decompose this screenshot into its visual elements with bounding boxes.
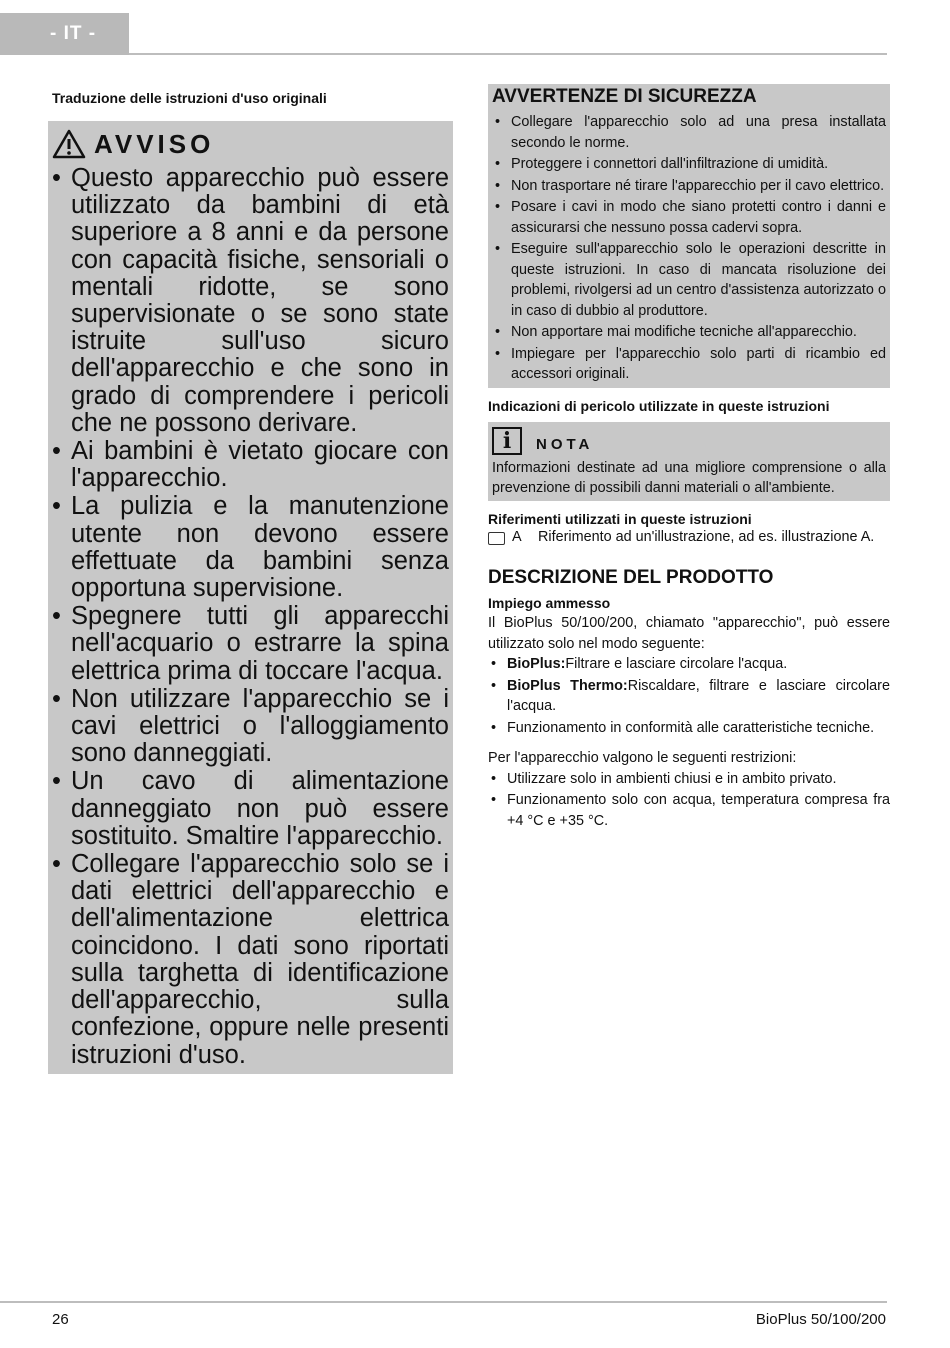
warning-item: • Ai bambini è vietato giocare con l'apparecchio. xyxy=(52,438,449,492)
hazard-heading: Indicazioni di pericolo utilizzate in queste istruzioni xyxy=(488,397,830,414)
note-box xyxy=(488,422,890,501)
warning-item: • Questo apparecchio può essere utilizzato da bambini di età superiore a 8 anni e da persone con capacità fisiche, sensoriali o mentali ridotte, se sono supervisionate o se sono state istruite sull'uso sicuro dell'apparecchio e che sono in grado di comprendere i pericoli che ne possono derivare. xyxy=(52,165,449,437)
use-item-text: Filtrare e lasciare circolare l'acqua. xyxy=(565,656,788,672)
reference-text: Riferimento ad un'illustrazione, ad es. illustrazione A. xyxy=(538,528,875,545)
safety-section xyxy=(488,84,890,388)
safety-item: • Eseguire sull'apparecchio solo le operazioni descritte in queste istruzioni. In caso di mancata risoluzione dei problemi, rivolgersi ad un centro d'assistenza autorizzato o in caso di dubbio al produttore. xyxy=(492,239,886,321)
use-intro: Il BioPlus 50/100/200, chiamato "apparecchio", può essere utilizzato solo nel modo seguente: xyxy=(488,615,890,652)
use-item xyxy=(488,676,890,717)
uses-list xyxy=(488,654,890,738)
note-text: Informazioni destinate ad una migliore comprensione o alla prevenzione di possibili danni materiali o all'ambiente. xyxy=(492,459,886,496)
note-title: NOTA xyxy=(536,436,594,453)
info-icon: i xyxy=(492,427,522,455)
safety-list xyxy=(492,112,886,385)
footer-divider xyxy=(0,1301,887,1303)
use-item xyxy=(488,654,890,675)
warning-item: • Spegnere tutti gli apparecchi nell'acquario o estrarre la spina elettrica prima di toccare l'acqua. xyxy=(52,603,449,685)
use-heading: Impiego ammesso xyxy=(488,595,611,611)
figure-reference-icon xyxy=(488,532,505,545)
language-tab: - IT - xyxy=(0,13,129,55)
note-header xyxy=(492,424,886,458)
translation-title: Traduzione delle istruzioni d'uso originali xyxy=(52,90,327,106)
warning-triangle-icon xyxy=(52,129,86,159)
page-number: 26 xyxy=(52,1311,69,1328)
safety-item: • Impiegare per l'apparecchio solo parti di ricambio ed accessori originali. xyxy=(492,344,886,385)
safety-item: • Non trasportare né tirare l'apparecchio per il cavo elettrico. xyxy=(492,176,886,197)
warning-item: • Non utilizzare l'apparecchio se i cavi elettrici o l'alloggiamento sono danneggiati. xyxy=(52,686,449,768)
use-item-text: Riscaldare, filtrare e lasciare circolare l'acqua. xyxy=(507,677,890,714)
warning-box xyxy=(48,121,453,1074)
restrictions-intro: Per l'apparecchio valgono le seguenti restrizioni: xyxy=(488,750,797,766)
use-item-text: Funzionamento in conformità alle caratteristiche tecniche. xyxy=(507,719,875,736)
warning-item: • Un cavo di alimentazione danneggiato non può essere sostituito. Smaltire l'apparecchio. xyxy=(52,768,449,850)
product-title: DESCRIZIONE DEL PRODOTTO xyxy=(488,567,774,588)
restriction-item: • Utilizzare solo in ambienti chiusi e in ambito privato. xyxy=(488,769,890,790)
restriction-item: • Funzionamento solo con acqua, temperatura compresa fra +4 °C e +35 °C. xyxy=(488,790,890,831)
safety-item: • Proteggere i connettori dall'infiltrazione di umidità. xyxy=(492,154,886,175)
warning-header xyxy=(52,123,449,165)
safety-title: AVVERTENZE DI SICUREZZA xyxy=(492,86,757,107)
warning-list xyxy=(52,165,449,1069)
header-divider xyxy=(129,53,887,55)
safety-item: • Posare i cavi in modo che siano protetti contro i danni e assicurarsi che nessuno possa cadervi sopra. xyxy=(492,197,886,238)
use-item-label: BioPlus: xyxy=(507,656,566,672)
footer-model: BioPlus 50/100/200 xyxy=(755,1311,886,1328)
reference-letter: A xyxy=(512,528,522,545)
warning-item: • Collegare l'apparecchio solo se i dati elettrici dell'apparecchio e dell'alimentazione elettrica coincidono. I dati sono riportati sulla targhetta di identificazione dell'apparecchio, sulla confezione, oppure nelle presenti istruzioni d'uso. xyxy=(52,851,449,1069)
reference-row xyxy=(488,527,890,548)
restrictions-list xyxy=(488,769,890,832)
use-item-label: BioPlus Thermo: xyxy=(507,677,628,694)
warning-title: AVVISO xyxy=(94,128,215,159)
right-column xyxy=(488,84,890,832)
safety-item: • Collegare l'apparecchio solo ad una presa installata secondo le norme. xyxy=(492,112,886,153)
use-item xyxy=(488,718,890,739)
references-heading: Riferimenti utilizzati in queste istruzioni xyxy=(488,510,752,527)
safety-item: • Non apportare mai modifiche tecniche all'apparecchio. xyxy=(492,322,886,343)
warning-item: • La pulizia e la manutenzione utente non devono essere effettuate da bambini senza opportuna supervisione. xyxy=(52,493,449,602)
left-column xyxy=(48,90,453,1074)
